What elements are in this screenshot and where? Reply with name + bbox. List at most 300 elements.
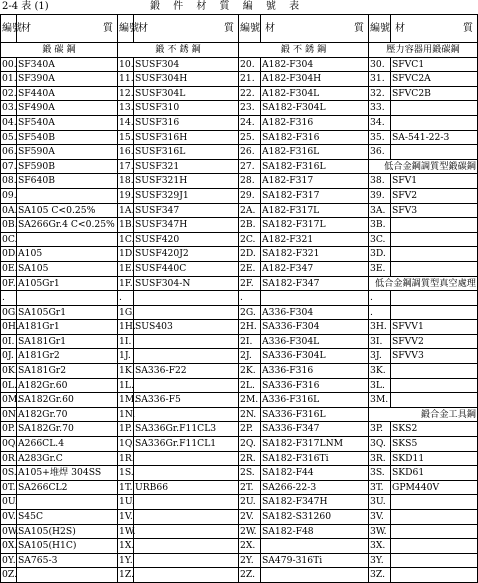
- material-cell: SA105(H2S): [17, 524, 118, 539]
- table-row: [1, 378, 478, 393]
- table-row: [1, 57, 478, 72]
- material-cell: SA181Gr1: [17, 334, 118, 349]
- code-cell: 31.: [369, 72, 391, 87]
- material-cell: SKD11: [391, 451, 478, 466]
- material-cell: SKS2: [391, 422, 478, 437]
- code-cell: 2Y.: [239, 553, 261, 568]
- code-cell: 0C.: [1, 232, 17, 247]
- material-cell: [391, 553, 478, 568]
- code-cell: 33.: [369, 101, 391, 116]
- material-cell: SA182-F347: [261, 276, 369, 291]
- code-cell: 2J.: [239, 349, 261, 364]
- material-cell: [134, 466, 239, 481]
- table-row: [1, 407, 478, 422]
- code-cell: 3U.: [369, 495, 391, 510]
- code-cell: 25.: [239, 130, 261, 145]
- code-cell: 0N.: [1, 407, 17, 422]
- material-cell: SFVC2A: [391, 72, 478, 87]
- code-cell: 1N.: [118, 407, 134, 422]
- material-cell: SA105(H1C): [17, 539, 118, 554]
- table-row: [1, 524, 478, 539]
- material-cell: SA182Gr.70: [17, 422, 118, 437]
- table-row: [1, 568, 478, 583]
- table-row: [1, 232, 478, 247]
- code-cell: 2C.: [239, 232, 261, 247]
- code-cell: 3E.: [369, 261, 391, 276]
- code-cell: 1F.: [118, 276, 134, 291]
- code-cell: 3H.: [369, 320, 391, 335]
- code-cell: .: [369, 305, 391, 320]
- code-cell: 1H.: [118, 320, 134, 335]
- code-cell: 2I.: [239, 334, 261, 349]
- code-cell: 2U.: [239, 495, 261, 510]
- material-cell: SUSF329J1: [134, 188, 239, 203]
- material-cell: A336-F304: [261, 305, 369, 320]
- material-cell: SA182-F317: [261, 188, 369, 203]
- code-cell: 2N.: [239, 407, 261, 422]
- code-cell: 1U.: [118, 495, 134, 510]
- code-cell: 3C.: [369, 232, 391, 247]
- code-cell: 2E.: [239, 261, 261, 276]
- code-cell: 2Q.: [239, 437, 261, 452]
- material-cell: [134, 553, 239, 568]
- material-cell: SUS403: [134, 320, 239, 335]
- code-cell: 1X.: [118, 539, 134, 554]
- material-cell: SA182-F321: [261, 247, 369, 262]
- code-cell: 2P.: [239, 422, 261, 437]
- code-cell: 0W.: [1, 524, 17, 539]
- material-cell: SUSF347H: [134, 218, 239, 233]
- code-cell: 0Q.: [1, 437, 17, 452]
- material-cell: SA182-F317L: [261, 218, 369, 233]
- header-char: 質: [463, 22, 473, 34]
- material-cell: SF490A: [17, 101, 118, 116]
- material-cell: SUSF310: [134, 101, 239, 116]
- code-cell: 0S.: [1, 466, 17, 481]
- code-cell: 3K.: [369, 364, 391, 379]
- code-cell: 1I.: [118, 334, 134, 349]
- section-label: 低合金鋼調質型鍛碳鋼: [369, 159, 478, 174]
- material-cell: A181Gr2: [17, 349, 118, 364]
- header-row: [1, 15, 478, 43]
- code-cell: 2R.: [239, 451, 261, 466]
- code-cell: 36.: [369, 145, 391, 160]
- code-cell: 2F.: [239, 276, 261, 291]
- code-cell: 2G.: [239, 305, 261, 320]
- code-cell: 1Y.: [118, 553, 134, 568]
- material-cell: [391, 145, 478, 160]
- material-cell: SF540B: [17, 130, 118, 145]
- material-cell: [391, 568, 478, 583]
- material-cell: A182-F316L: [261, 145, 369, 160]
- material-cell: SFVC1: [391, 57, 478, 72]
- section-label: 鍛 不 銹 鋼: [118, 43, 239, 58]
- code-cell: 2D.: [239, 247, 261, 262]
- material-cell: SA182-F316Ti: [261, 451, 369, 466]
- material-cell: A283Gr.C: [17, 451, 118, 466]
- table-row: [1, 203, 478, 218]
- material-cell: [391, 495, 478, 510]
- material-cell: [17, 291, 118, 306]
- code-cell: 1Z.: [118, 568, 134, 583]
- table-row: [1, 553, 478, 568]
- material-cell: S45C: [17, 510, 118, 525]
- code-cell: 0Z.: [1, 568, 17, 583]
- code-cell: .: [369, 291, 391, 306]
- material-cell: SUSF304L: [134, 86, 239, 101]
- material-cell: [17, 188, 118, 203]
- code-cell: 1P.: [118, 422, 134, 437]
- material-cell: A105Gr1: [17, 276, 118, 291]
- material-cell: SUSF321H: [134, 174, 239, 189]
- material-cell: SA182-F316L: [261, 159, 369, 174]
- code-cell: 2K.: [239, 364, 261, 379]
- material-cell: SUSF316H: [134, 130, 239, 145]
- code-cell: 2Z.: [239, 568, 261, 583]
- material-cell: A182-F304H: [261, 72, 369, 87]
- header-material-label: [18, 23, 116, 35]
- material-cell: SA105 C<0.25%: [17, 203, 118, 218]
- material-cell: [391, 101, 478, 116]
- table-row: [1, 334, 478, 349]
- code-cell: 0U.: [1, 495, 17, 510]
- table-row: [1, 159, 478, 174]
- material-cell: A182-F347: [261, 261, 369, 276]
- material-cell: SA105: [17, 261, 118, 276]
- code-cell: 3L.: [369, 378, 391, 393]
- code-cell: .: [239, 291, 261, 306]
- material-cell: SF340A: [17, 57, 118, 72]
- material-cell: [134, 510, 239, 525]
- material-cell: [261, 539, 369, 554]
- material-cell: SA336Gr.F11CL3: [134, 422, 239, 437]
- material-cell: SA765-3: [17, 553, 118, 568]
- table-row: [1, 101, 478, 116]
- material-cell: SA-541-22-3: [391, 130, 478, 145]
- table-row: [1, 320, 478, 335]
- header-material: [261, 15, 369, 43]
- material-cell: [134, 407, 239, 422]
- material-cell: SA336-F22: [134, 364, 239, 379]
- table-row: [1, 115, 478, 130]
- code-cell: 0A.: [1, 203, 17, 218]
- table-number: 2-4 表 (1): [2, 1, 49, 12]
- code-cell: 03.: [1, 101, 17, 116]
- material-cell: A182-F321: [261, 232, 369, 247]
- material-cell: [134, 451, 239, 466]
- code-cell: 20.: [239, 57, 261, 72]
- material-cell: SUSF440C: [134, 261, 239, 276]
- section-label: 鍛 碳 鋼: [1, 43, 118, 58]
- code-cell: 3Y.: [369, 553, 391, 568]
- table-row: [1, 72, 478, 87]
- material-cell: [391, 261, 478, 276]
- code-cell: 28.: [239, 174, 261, 189]
- header-material: [17, 15, 118, 43]
- material-cell: [391, 524, 478, 539]
- material-cell: SA336-F316L: [261, 407, 369, 422]
- header-code: 編號: [239, 15, 261, 43]
- table-row: [1, 218, 478, 233]
- material-cell: [134, 495, 239, 510]
- code-cell: 2V.: [239, 510, 261, 525]
- title-row: [0, 0, 477, 14]
- material-cell: SUSF304-N: [134, 276, 239, 291]
- code-cell: 0H.: [1, 320, 17, 335]
- material-cell: [17, 568, 118, 583]
- code-cell: 15.: [118, 130, 134, 145]
- material-cell: SUSF316: [134, 115, 239, 130]
- material-cell: SA182-F317LNM: [261, 437, 369, 452]
- code-cell: 30.: [369, 57, 391, 72]
- code-cell: 32.: [369, 86, 391, 101]
- table-row: [1, 188, 478, 203]
- material-cell: SA182-F347H: [261, 495, 369, 510]
- material-cell: [261, 568, 369, 583]
- material-cell: SA182-F316: [261, 130, 369, 145]
- material-cell: A336-F316L: [261, 393, 369, 408]
- code-cell: 0G.: [1, 305, 17, 320]
- code-cell: 2S.: [239, 466, 261, 481]
- material-cell: [134, 568, 239, 583]
- section-row: [1, 43, 478, 58]
- material-cell: SUSF420: [134, 232, 239, 247]
- material-cell: SF540A: [17, 115, 118, 130]
- material-cell: URB66: [134, 480, 239, 495]
- material-cell: SA182-F304L: [261, 101, 369, 116]
- code-cell: 1C.: [118, 232, 134, 247]
- material-cell: SA182-F44: [261, 466, 369, 481]
- section-label: 低合金鋼調質型真空處理: [369, 276, 478, 291]
- code-cell: 0I.: [1, 334, 17, 349]
- material-cell: SA336-F316: [261, 378, 369, 393]
- page-title: 鍛 件 材 質 編 號 表: [150, 1, 305, 12]
- code-cell: 2W.: [239, 524, 261, 539]
- table-row: [1, 364, 478, 379]
- code-cell: 3J.: [369, 349, 391, 364]
- table-row: [1, 247, 478, 262]
- table-row: [1, 261, 478, 276]
- code-cell: 1W.: [118, 524, 134, 539]
- material-cell: SF590B: [17, 159, 118, 174]
- table-row: [1, 451, 478, 466]
- section-label: 鍛合金工具鋼: [369, 407, 478, 422]
- material-cell: [134, 378, 239, 393]
- table-row: [1, 174, 478, 189]
- table-row: [1, 495, 478, 510]
- material-cell: [134, 305, 239, 320]
- table-row: [1, 86, 478, 101]
- code-cell: 3Q.: [369, 437, 391, 452]
- code-cell: 3X.: [369, 539, 391, 554]
- code-cell: 39.: [369, 188, 391, 203]
- code-cell: 0K.: [1, 364, 17, 379]
- material-cell: SA105Gr1: [17, 305, 118, 320]
- code-cell: 2L.: [239, 378, 261, 393]
- code-cell: 23.: [239, 101, 261, 116]
- code-cell: 1L.: [118, 378, 134, 393]
- material-cell: [391, 247, 478, 262]
- code-cell: 1Q.: [118, 437, 134, 452]
- code-cell: 14.: [118, 115, 134, 130]
- material-cell: SFVV2: [391, 334, 478, 349]
- material-cell: [391, 393, 478, 408]
- code-cell: 1T.: [118, 480, 134, 495]
- material-cell: A182Gr.60: [17, 378, 118, 393]
- material-cell: SA181Gr2: [17, 364, 118, 379]
- forging-material-table: [0, 14, 478, 583]
- material-cell: [134, 539, 239, 554]
- code-cell: 3T.: [369, 480, 391, 495]
- material-cell: A266CL.4: [17, 437, 118, 452]
- material-cell: SA336-F5: [134, 393, 239, 408]
- material-cell: SA479-316Ti: [261, 553, 369, 568]
- header-material-label: [262, 23, 367, 35]
- table-row: [1, 539, 478, 554]
- material-cell: SA266-22-3: [261, 480, 369, 495]
- header-char: 質: [103, 22, 113, 34]
- code-cell: 24.: [239, 115, 261, 130]
- code-cell: 34.: [369, 115, 391, 130]
- table-row: [1, 305, 478, 320]
- code-cell: 01.: [1, 72, 17, 87]
- code-cell: 3Z.: [369, 568, 391, 583]
- material-cell: A105+堆焊 304SS: [17, 466, 118, 481]
- material-cell: SKD61: [391, 466, 478, 481]
- header-code: 編號: [1, 15, 17, 43]
- code-cell: 19.: [118, 188, 134, 203]
- code-cell: 0T.: [1, 480, 17, 495]
- material-cell: [391, 539, 478, 554]
- material-cell: A182-F304L: [261, 86, 369, 101]
- code-cell: 1S.: [118, 466, 134, 481]
- material-cell: A182Gr.70: [17, 407, 118, 422]
- material-cell: [391, 378, 478, 393]
- material-cell: SF440A: [17, 86, 118, 101]
- code-cell: 2H.: [239, 320, 261, 335]
- material-cell: SF640B: [17, 174, 118, 189]
- code-cell: 3V.: [369, 510, 391, 525]
- material-cell: SF590A: [17, 145, 118, 160]
- code-cell: 0L.: [1, 378, 17, 393]
- material-cell: SA182Gr.60: [17, 393, 118, 408]
- material-cell: SA182-S31260: [261, 510, 369, 525]
- code-cell: 0E.: [1, 261, 17, 276]
- section-label: 鍛 不 銹 鋼: [239, 43, 369, 58]
- code-cell: 3W.: [369, 524, 391, 539]
- material-cell: SKS5: [391, 437, 478, 452]
- material-cell: A182-F304: [261, 57, 369, 72]
- material-cell: SA266Gr.4 C<0.25%: [17, 218, 118, 233]
- code-cell: 0P.: [1, 422, 17, 437]
- material-cell: SUSF321: [134, 159, 239, 174]
- material-cell: A182-F316: [261, 115, 369, 130]
- code-cell: 26.: [239, 145, 261, 160]
- material-cell: SFVV1: [391, 320, 478, 335]
- code-cell: 3R.: [369, 451, 391, 466]
- code-cell: 09.: [1, 188, 17, 203]
- code-cell: 3B.: [369, 218, 391, 233]
- code-cell: 3I.: [369, 334, 391, 349]
- table-row: [1, 276, 478, 291]
- code-cell: 38.: [369, 174, 391, 189]
- code-cell: 0V.: [1, 510, 17, 525]
- header-char: 材: [21, 22, 31, 34]
- header-material: [391, 15, 478, 43]
- material-cell: SA266CL2: [17, 480, 118, 495]
- code-cell: .: [118, 291, 134, 306]
- material-cell: SUSF304H: [134, 72, 239, 87]
- material-cell: SA336-F304: [261, 320, 369, 335]
- code-cell: 16.: [118, 145, 134, 160]
- code-cell: 1A.: [118, 203, 134, 218]
- code-cell: 17.: [118, 159, 134, 174]
- material-cell: SFVC2B: [391, 86, 478, 101]
- material-cell: SA336Gr.F11CL1: [134, 437, 239, 452]
- code-cell: 1V.: [118, 510, 134, 525]
- table-row: [1, 145, 478, 160]
- code-cell: 3S.: [369, 466, 391, 481]
- material-cell: [134, 524, 239, 539]
- material-cell: [17, 495, 118, 510]
- code-cell: 0B.: [1, 218, 17, 233]
- material-cell: [134, 349, 239, 364]
- code-cell: 2X.: [239, 539, 261, 554]
- table-row: [1, 466, 478, 481]
- code-cell: 18.: [118, 174, 134, 189]
- code-cell: 06.: [1, 145, 17, 160]
- material-cell: [391, 232, 478, 247]
- table-row: [1, 291, 478, 306]
- material-cell: SUSF420J2: [134, 247, 239, 262]
- table-row: [1, 349, 478, 364]
- material-cell: SUSF347: [134, 203, 239, 218]
- code-cell: 07.: [1, 159, 17, 174]
- code-cell: 08.: [1, 174, 17, 189]
- material-cell: [261, 291, 369, 306]
- material-cell: [391, 510, 478, 525]
- code-cell: 2B.: [239, 218, 261, 233]
- material-cell: SF390A: [17, 72, 118, 87]
- header-code: 編號: [118, 15, 134, 43]
- material-cell: GPM440V: [391, 480, 478, 495]
- code-cell: 0R.: [1, 451, 17, 466]
- material-cell: [391, 291, 478, 306]
- code-cell: 1B.: [118, 218, 134, 233]
- table-row: [1, 422, 478, 437]
- material-cell: SFV3: [391, 203, 478, 218]
- header-char: 材: [395, 22, 405, 34]
- code-cell: 3A.: [369, 203, 391, 218]
- code-cell: 3M.: [369, 393, 391, 408]
- material-cell: A182-F317: [261, 174, 369, 189]
- code-cell: 1G.: [118, 305, 134, 320]
- header-char: 材: [265, 22, 275, 34]
- code-cell: 12.: [118, 86, 134, 101]
- material-cell: A181Gr1: [17, 320, 118, 335]
- code-cell: 0D.: [1, 247, 17, 262]
- header-code: 編號: [369, 15, 391, 43]
- table-row: [1, 510, 478, 525]
- material-cell: [391, 115, 478, 130]
- material-cell: A336-F316: [261, 364, 369, 379]
- code-cell: 13.: [118, 101, 134, 116]
- material-cell: [391, 364, 478, 379]
- code-cell: 35.: [369, 130, 391, 145]
- material-cell: [134, 291, 239, 306]
- code-cell: .: [1, 291, 17, 306]
- code-cell: 05.: [1, 130, 17, 145]
